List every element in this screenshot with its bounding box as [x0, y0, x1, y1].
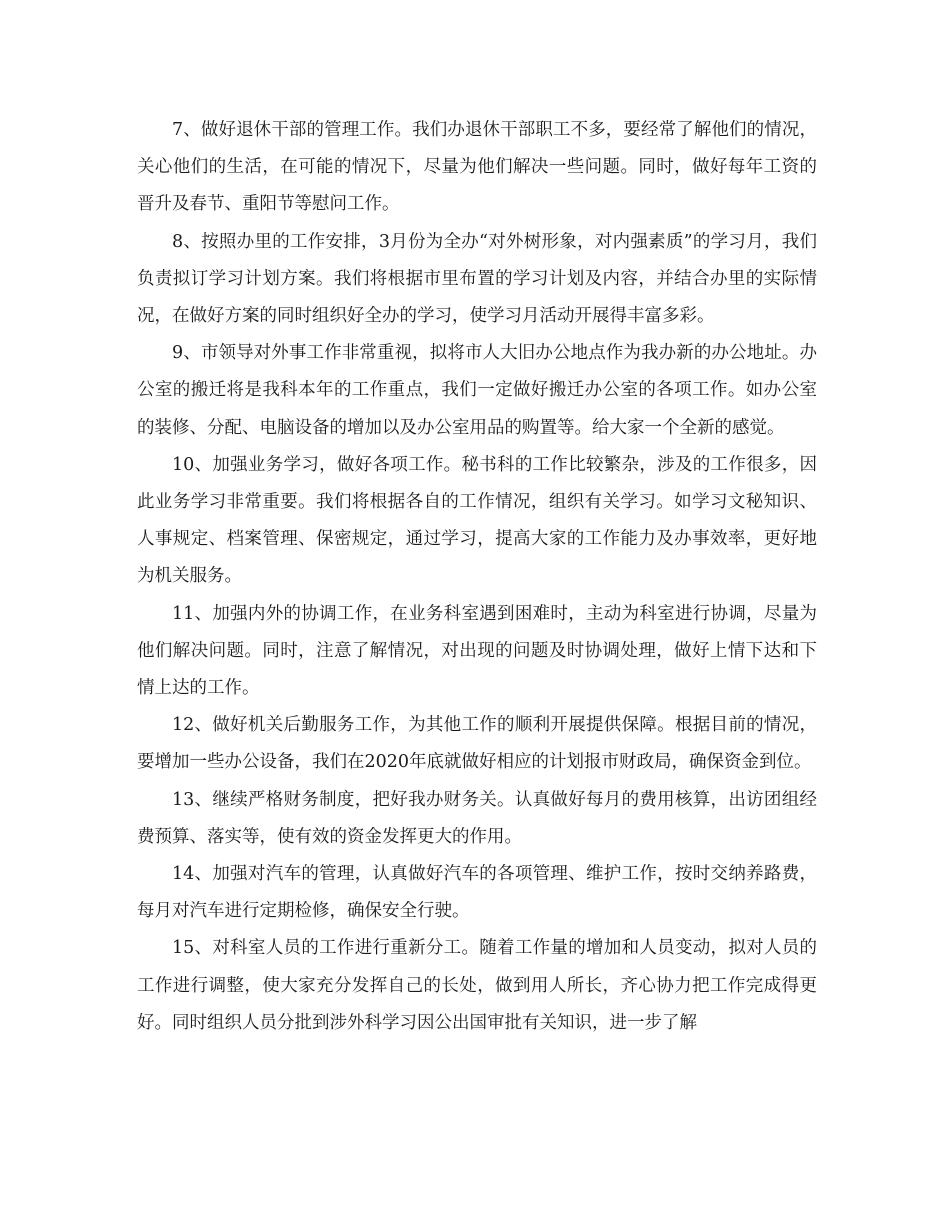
paragraph-item-9: 9、市领导对外事工作非常重视，拟将市人大旧办公地点作为我办新的办公地址。办公室的搬迁将是我科本年的工作重点，我们一定做好搬迁办公室的各项工作。如办公室的装修、分配、电脑设备的增加以及办公室用品的购置等。给大家一个全新的感觉。 [137, 343, 817, 438]
paragraph-item-7: 7、做好退休干部的管理工作。我们办退休干部职工不多，要经常了解他们的情况，关心他们的生活，在可能的情况下，尽量为他们解决一些问题。同时，做好每年工资的晋升及春节、重阳节等慰问工作。 [137, 120, 817, 215]
paragraph-item-13: 13、继续严格财务制度，把好我办财务关。认真做好每月的费用核算，出访团组经费预算、落实等，使有效的资金发挥更大的作用。 [137, 789, 817, 847]
paragraph-item-8: 8、按照办里的工作安排，3月份为全办“对外树形象，对内强素质”的学习月，我们负责拟订学习计划方案。我们将根据市里布置的学习计划及内容，并结合办里的实际情况，在做好方案的同时组织好全办的学习，使学习月活动开展得丰富多彩。 [137, 231, 817, 327]
paragraph-item-10: 10、加强业务学习，做好各项工作。秘书科的工作比较繁杂，涉及的工作很多，因此业务学习非常重要。我们将根据各自的工作情况，组织有关学习。如学习文秘知识、人事规定、档案管理、保密规定，通过学习，提高大家的工作能力及办事效率，更好地为机关服务。 [137, 454, 817, 587]
paragraph-item-15: 15、对科室人员的工作进行重新分工。随着工作量的增加和人员变动，拟对人员的工作进行调整，使大家充分发挥自己的长处，做到用人所长，齐心协力把工作完成得更好。同时组织人员分批到涉外科学习因公出国审批有关知识，进一步了解 [137, 938, 817, 1033]
document-body [137, 112, 817, 1042]
paragraph-item-11: 11、加强内外的协调工作，在业务科室遇到困难时，主动为科室进行协调，尽量为他们解决问题。同时，注意了解情况，对出现的问题及时协调处理，做好上情下达和下情上达的工作。 [137, 603, 817, 699]
paragraph-item-14: 14、加强对汽车的管理，认真做好汽车的各项管理、维护工作，按时交纳养路费，每月对汽车进行定期检修，确保安全行驶。 [137, 864, 817, 922]
paragraph-item-12: 12、做好机关后勤服务工作，为其他工作的顺利开展提供保障。根据目前的情况，要增加一些办公设备，我们在2020年底就做好相应的计划报市财政局，确保资金到位。 [137, 715, 817, 773]
